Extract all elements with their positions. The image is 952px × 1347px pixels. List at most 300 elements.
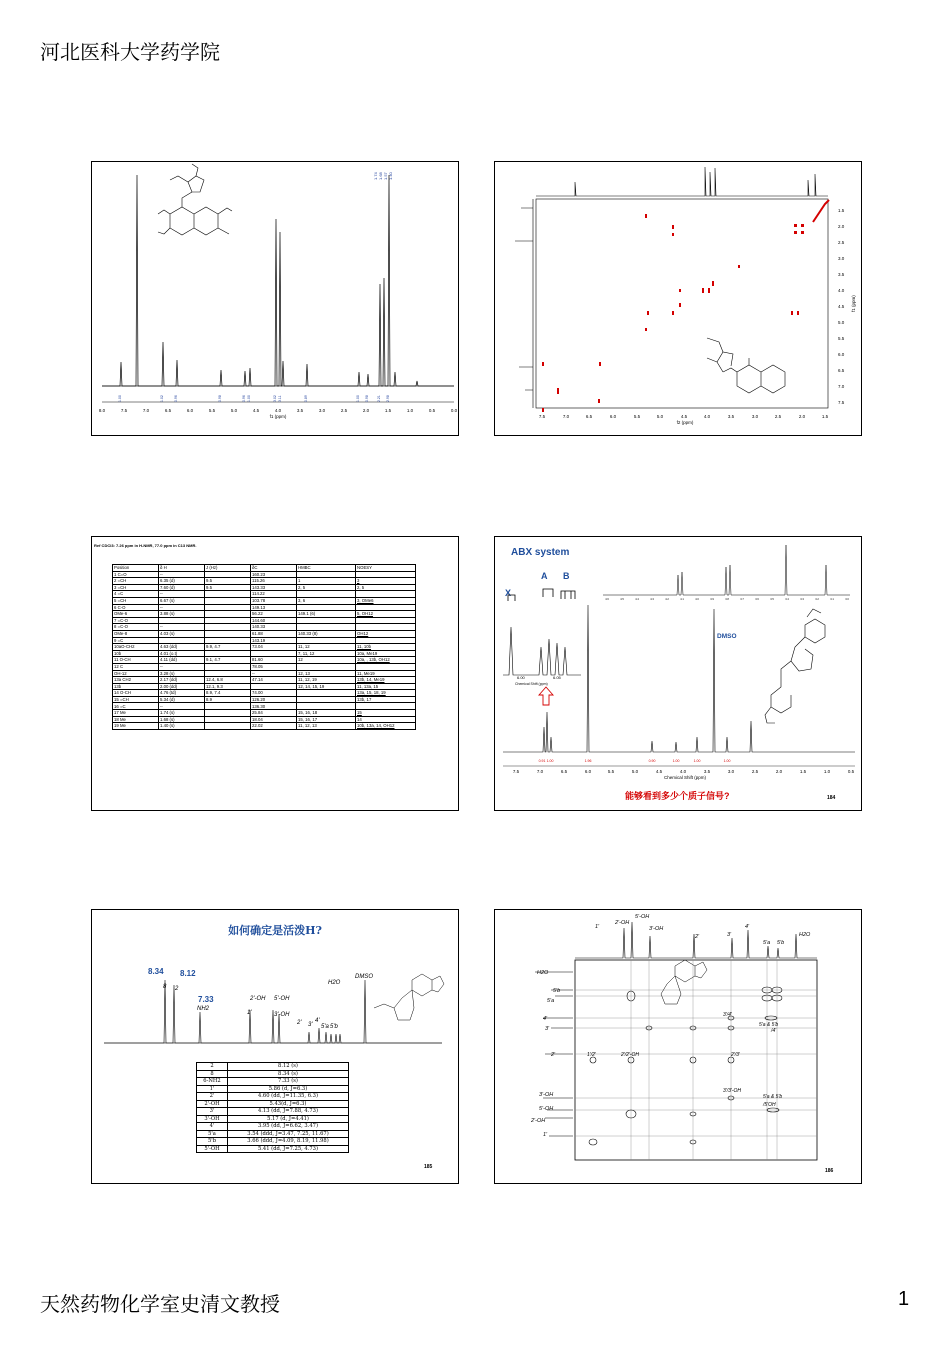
table-cell [251, 650, 297, 657]
x-tick: 3.0 [727, 769, 735, 774]
table-cell: 3.95 (dd, J=6.62, 3.47) [228, 1123, 349, 1131]
table-cell: 7 =C-O [113, 617, 159, 624]
table-row [197, 1085, 349, 1093]
left-label: 2' [551, 1052, 556, 1058]
cross-peaks [542, 200, 829, 412]
inset-tick: 3.1 [830, 598, 834, 601]
table-cell [297, 703, 356, 710]
table-cell: 2, 5 [356, 584, 416, 591]
table-cell: 4.01 (o.t) [159, 650, 205, 657]
x-tick: 6.0 [584, 769, 592, 774]
x-tick: 5.0 [230, 408, 238, 413]
integral-label: 2.21 [377, 395, 381, 402]
table-row [113, 683, 416, 690]
peak-labels [163, 974, 373, 1030]
y-tick: 4.5 [838, 304, 845, 309]
table-row [113, 716, 416, 723]
left-label: 5'b [553, 988, 561, 994]
table-cell: 10b, 13a, 14, OH12 [356, 723, 416, 730]
table-cell [297, 690, 356, 697]
inset-tick: 3.9 [710, 598, 714, 601]
table-cell: 1.40 (s) [159, 723, 205, 730]
table-cell [356, 604, 416, 611]
table-cell: 2' [197, 1093, 228, 1101]
inset-tick: 3.3 [800, 598, 804, 601]
y-tick: 6.5 [838, 368, 845, 373]
x-tick: 5.5 [208, 408, 216, 413]
column-header: J (Hz) [205, 565, 251, 572]
x-tick: 7.0 [142, 408, 150, 413]
integral-labels [118, 395, 390, 402]
table-cell: 12 [297, 657, 356, 664]
dmso-label: DMSO [355, 974, 373, 980]
table-cell: 4 =C [113, 591, 159, 598]
top-labels [595, 914, 811, 946]
table-cell: 13b, 17 [356, 696, 416, 703]
table-cell: 3 [356, 578, 416, 585]
cross-peak [708, 288, 710, 293]
table-row [113, 696, 416, 703]
x-tick: 3.0 [751, 414, 759, 419]
cross-peak [794, 231, 797, 234]
x-tick: 1.0 [823, 769, 831, 774]
x-tick: 1.5 [799, 769, 807, 774]
table-cell: 81.60 [251, 657, 297, 664]
cross-peaks [589, 987, 782, 1145]
table-row [197, 1093, 349, 1101]
integral-label: 0.98 [218, 395, 222, 402]
table-cell [205, 637, 251, 644]
table-cell: 5.43(d, J=6.3) [228, 1100, 349, 1108]
x-axis-label: Chemical Shift (ppm) [663, 775, 707, 780]
top-label: H2O [799, 932, 811, 938]
x-tick: 8.0 [98, 408, 106, 413]
nmr-table-body [113, 571, 416, 729]
table-row [197, 1070, 349, 1078]
y-tick: 7.0 [838, 384, 845, 389]
table-row [197, 1123, 349, 1131]
integral-label: 3.02 [273, 395, 277, 402]
integral-label: 2.98 [386, 395, 390, 402]
slide-2-2d-nmr-spectrum [494, 161, 862, 436]
x-tick: 4.5 [655, 769, 663, 774]
integral-label: 1.00 [723, 759, 731, 763]
x-tick: 7.5 [538, 414, 546, 419]
table-cell: 149.13 [251, 604, 297, 611]
table-cell [205, 650, 251, 657]
table-cell: 4.76 (td) [159, 690, 205, 697]
table-row [113, 663, 416, 670]
table-cell [297, 637, 356, 644]
table-cell [205, 630, 251, 637]
table-cell [251, 683, 297, 690]
integral-label: 1.02 [160, 395, 164, 402]
table-cell: 136.30 [251, 703, 297, 710]
y-tick: 3.5 [838, 272, 845, 277]
cross-peak [542, 362, 544, 366]
x-tick: 6.5 [585, 414, 593, 419]
inset-tick: 3.5 [770, 598, 774, 601]
x-tick: 0.5 [847, 769, 855, 774]
table-row [113, 670, 416, 677]
x-tick: 3.5 [296, 408, 304, 413]
x-tick: 7.5 [120, 408, 128, 413]
x-tick: 5.5 [633, 414, 641, 419]
table-cell: -- [159, 703, 205, 710]
table-row [113, 703, 416, 710]
table-row [197, 1078, 349, 1086]
column-header: NOESY [356, 565, 416, 572]
cross-peak [557, 388, 559, 394]
table-cell: 2 [197, 1063, 228, 1071]
table-cell: 103.78 [251, 597, 297, 604]
table-cell [205, 723, 251, 730]
structure-drawing [158, 164, 232, 235]
table-cell: 149.1 (6) [297, 611, 356, 618]
table-cell: 3.66 (ddd, J=4.09, 8.19, 11.98) [228, 1138, 349, 1146]
inset-axis-label: Chemical Shift (ppm) [515, 682, 548, 686]
table-cell [356, 637, 416, 644]
y-tick: 5.0 [838, 320, 845, 325]
y-tick: 4.0 [838, 288, 845, 293]
expanded-abx-inset [503, 627, 581, 675]
2d-nmr-svg [495, 162, 861, 435]
table-cell: 5'b [197, 1138, 228, 1146]
y-axis-ticks [838, 208, 856, 405]
top-label: 2'-OH [615, 920, 630, 926]
table-row [113, 644, 416, 651]
h5a-label: 5'a [321, 1024, 329, 1030]
inset-tick: 3.0 [845, 598, 849, 601]
x-tick: 3.0 [318, 408, 326, 413]
peak-label: 1.68 [378, 172, 383, 180]
integral-label: 1.96 [584, 759, 592, 763]
table-cell [205, 670, 251, 677]
integral-label: 0.96 [242, 395, 246, 402]
cross-label: 3'/3'-OH [723, 1088, 742, 1094]
cross-label: 2'/2'-OH [621, 1052, 640, 1058]
table-cell: 13b [113, 683, 159, 690]
table-cell: 160.23 [251, 571, 297, 578]
integral-label: 0.96 [174, 395, 178, 402]
table-cell: 2'-OH [197, 1100, 228, 1108]
cross-peak [542, 408, 544, 412]
table-cell: 15, 16, 18 [297, 710, 356, 717]
table-cell: 12, 13 [297, 670, 356, 677]
table-cell: OH12 [356, 630, 416, 637]
table-cell: 13a CH2 [113, 677, 159, 684]
cross-peak [738, 265, 740, 268]
top-label: 1' [595, 924, 600, 930]
top-label: 4' [745, 924, 750, 930]
column-header: HMBC [297, 565, 356, 572]
h3-label: 3' [308, 1022, 313, 1028]
integral-label: 1.00 [356, 395, 360, 402]
abx-integrals [539, 759, 731, 763]
table-cell: 6 C-O [113, 604, 159, 611]
table-cell: -- [159, 624, 205, 631]
abx-x-ticks [513, 769, 855, 780]
table-cell: 1.68 (s) [159, 716, 205, 723]
x-axis-label: f1 (ppm) [269, 414, 287, 419]
table-cell: OMe-8 [113, 630, 159, 637]
table-cell [205, 624, 251, 631]
table-cell: 3, OMe6 [356, 597, 416, 604]
table-cell: 140.33 [251, 624, 297, 631]
table-cell [205, 604, 251, 611]
table-cell: 61.88 [251, 630, 297, 637]
top-label: 5'b [777, 940, 785, 946]
left-label: 4' [543, 1016, 548, 1022]
table-cell [205, 597, 251, 604]
integral-label: 1.00 [672, 759, 680, 763]
inset-tick: 3.7 [740, 598, 744, 601]
table-cell [297, 624, 356, 631]
table-row [197, 1115, 349, 1123]
inset-tick: 4.1 [680, 598, 684, 601]
x-tick: 1.5 [821, 414, 829, 419]
inset-tick: 3.4 [785, 598, 789, 601]
x-tick: 1.5 [384, 408, 392, 413]
integral-label: 3.11 [278, 395, 282, 402]
page-footer: 天然药物化学室史清文教授 [40, 1292, 280, 1316]
x-tick: 4.5 [252, 408, 260, 413]
left-label: 5'-OH [539, 1106, 554, 1112]
red-arrow [539, 687, 553, 705]
integral-label: 0.91 [538, 759, 546, 763]
table-row [197, 1145, 349, 1153]
shift-label-8-34: 8.34 [148, 967, 164, 976]
x-tick: 6.5 [560, 769, 568, 774]
table-cell: 5.17 (d, J=4.41) [228, 1115, 349, 1123]
table-cell: 56.22 [251, 611, 297, 618]
table-cell: 10a, Me19 [356, 650, 416, 657]
table-row [197, 1063, 349, 1071]
left-label: 2'-OH [531, 1118, 546, 1124]
inset-tick: 4.0 [695, 598, 699, 601]
y-axis-label: f1 (ppm) [851, 295, 856, 312]
x-axis-label: f2 (ppm) [676, 420, 694, 425]
table-cell: 3 =CH [113, 584, 159, 591]
y-tick: 5.5 [838, 336, 845, 341]
table-cell: 78.05 [251, 663, 297, 670]
table-cell: 17 Me [113, 710, 159, 717]
cross-peak [672, 225, 674, 229]
x-tick: 7.0 [562, 414, 570, 419]
cross-peak [589, 1139, 597, 1145]
table-cell: 14 [356, 716, 416, 723]
structure-drawing [765, 609, 825, 723]
table-cell: 73.04 [251, 644, 297, 651]
table-cell: 2.17 (dd) [159, 677, 205, 684]
table-cell: 12, 14, 15, 19 [297, 683, 356, 690]
x-tick: 3.5 [703, 769, 711, 774]
shift-label-8-12: 8.12 [180, 969, 196, 978]
integral-label: 1.00 [118, 395, 122, 402]
top-label: 3'-OH [649, 926, 664, 932]
table-cell: 2 =CH [113, 578, 159, 585]
table-cell: -- [251, 670, 297, 677]
table-cell [205, 611, 251, 618]
table-cell [297, 617, 356, 624]
table-cell: 2, 5 [297, 584, 356, 591]
table-header-row [113, 565, 416, 572]
inset-tick: 3.6 [755, 598, 759, 601]
table-row [197, 1130, 349, 1138]
cross-peak [679, 303, 681, 307]
table-cell: 18.04 [251, 716, 297, 723]
h2-base-label: 2 [175, 986, 179, 992]
top-inset-spectrum [603, 545, 850, 595]
cross-label: 3'/4' [723, 1012, 732, 1018]
y-tick: 3.0 [838, 256, 845, 261]
table-cell: 18 Me [113, 716, 159, 723]
y-tick: 6.0 [838, 352, 845, 357]
inset-tick: 3.2 [815, 598, 819, 601]
table-cell: 9.1, 4.7 [205, 657, 251, 664]
table-row [113, 630, 416, 637]
proton-shift-table [196, 1062, 349, 1153]
table-row [113, 624, 416, 631]
label-b: B [563, 571, 570, 581]
table-cell: 1' [197, 1085, 228, 1093]
inset-tick: 4.2 [665, 598, 669, 601]
table-cell: 11, 13a, 15 [356, 683, 416, 690]
h-nmr-spectrum-svg [92, 162, 458, 435]
x-tick: 6.5 [164, 408, 172, 413]
table-cell: 4.63 (dd) [159, 644, 205, 651]
dmso-label: DMSO [717, 633, 737, 640]
integral-label: 0.98 [365, 395, 369, 402]
table-cell: 13b, 14, Me19 [356, 677, 416, 684]
table-cell: 3, 6 [297, 597, 356, 604]
table-cell: 6.67 (s) [159, 597, 205, 604]
y-tick: 2.0 [838, 224, 845, 229]
structure-drawing [374, 974, 444, 1020]
inset-tick: 4.3 [650, 598, 654, 601]
cross-peak [712, 281, 714, 286]
x-tick: 5.0 [631, 769, 639, 774]
table-cell: 22.02 [251, 723, 297, 730]
y-tick: 2.5 [838, 240, 845, 245]
nh2-label: NH2 [197, 1006, 210, 1012]
y-tick: 1.5 [838, 208, 845, 213]
inset-tick: 4.5 [620, 598, 624, 601]
top-label: 5'-OH [635, 914, 650, 920]
table-cell: -- [159, 663, 205, 670]
table-cell: 126.20 [251, 696, 297, 703]
cross-peak [645, 328, 647, 331]
cross-peak [702, 288, 704, 293]
table-cell: 1 C=O [113, 571, 159, 578]
cross-label: 1'/2' [587, 1052, 596, 1058]
table-cell: 8.12 (s) [228, 1063, 349, 1071]
table-cell: -- [159, 571, 205, 578]
table-cell: 47.14 [251, 677, 297, 684]
table-row [197, 1108, 349, 1116]
x-tick: 7.5 [512, 769, 520, 774]
top-label: 5'a [763, 940, 771, 946]
table-cell: 144.60 [251, 617, 297, 624]
table-cell [356, 591, 416, 598]
cross-peak [791, 311, 793, 315]
table-cell: 5.34 (d) [159, 696, 205, 703]
table-row [113, 657, 416, 664]
h8-label: 8 [163, 984, 167, 990]
slide-number: 184 [827, 795, 836, 801]
table-cell: 3' [197, 1108, 228, 1116]
table-row [113, 690, 416, 697]
table-cell: 3.28 (s) [159, 670, 205, 677]
table-cell: 10aO-CH2 [113, 644, 159, 651]
table-cell [356, 617, 416, 624]
table-cell: 16 =C [113, 703, 159, 710]
5oh-label: 5'-OH [274, 996, 290, 1002]
table-cell [297, 604, 356, 611]
table-cell: 13a, 15, 18, 19 [356, 690, 416, 697]
x-tick: 0.5 [428, 408, 436, 413]
table-cell [205, 591, 251, 598]
table-cell: 11, 12, 13 [297, 723, 356, 730]
table-cell: 3.88 (s) [159, 611, 205, 618]
table-row [113, 617, 416, 624]
table-cell: 14 O-CH [113, 690, 159, 697]
cross-peak [679, 289, 681, 292]
table-cell: 7, 11, 12 [297, 650, 356, 657]
page-header: 河北医科大学药学院 [40, 40, 220, 64]
x-tick: 7.0 [536, 769, 544, 774]
coupling-brackets [508, 589, 575, 601]
table-row [113, 710, 416, 717]
table-cell [356, 624, 416, 631]
integral-label: 1.00 [693, 759, 701, 763]
table-cell: 2.00 (dd) [159, 683, 205, 690]
h2-label: 2' [297, 1020, 302, 1026]
table-row [113, 723, 416, 730]
x-axis-ticks [539, 414, 829, 425]
table-cell [205, 703, 251, 710]
left-label: 3'-OH [539, 1092, 554, 1098]
table-cell: 140.33 (8) [297, 630, 356, 637]
table-cell: 9.5 [205, 578, 251, 585]
x-tick: 4.0 [679, 769, 687, 774]
cross-peak [645, 214, 647, 218]
table-cell: 115.26 [251, 578, 297, 585]
table-cell: 5 =CH [113, 597, 159, 604]
table-cell [297, 591, 356, 598]
x-tick: 2.0 [362, 408, 370, 413]
label-a: A [541, 571, 548, 581]
column-header: Position [113, 565, 159, 572]
table-row [113, 584, 416, 591]
table-cell: 5.41 (dd, J=7.25, 4.73) [228, 1145, 349, 1153]
table-cell: 10a, , 13b, OH12 [356, 657, 416, 664]
slide-4-abx-system [494, 536, 862, 811]
inset-tick: 4.4 [635, 598, 639, 601]
h5b-label: 5'b [330, 1024, 338, 1030]
table-cell: 8.9, 7.4 [205, 690, 251, 697]
cross-peak-labels [587, 1012, 782, 1108]
slide-number: 186 [825, 1168, 834, 1174]
table-row [113, 571, 416, 578]
table-cell [159, 617, 205, 624]
cross-label: 5'a & 5'b [763, 1094, 783, 1100]
peak-labels [373, 171, 393, 180]
x-tick: 6.0 [186, 408, 194, 413]
table-row [113, 604, 416, 611]
table-row [197, 1138, 349, 1146]
table-cell: 9.5 [205, 584, 251, 591]
